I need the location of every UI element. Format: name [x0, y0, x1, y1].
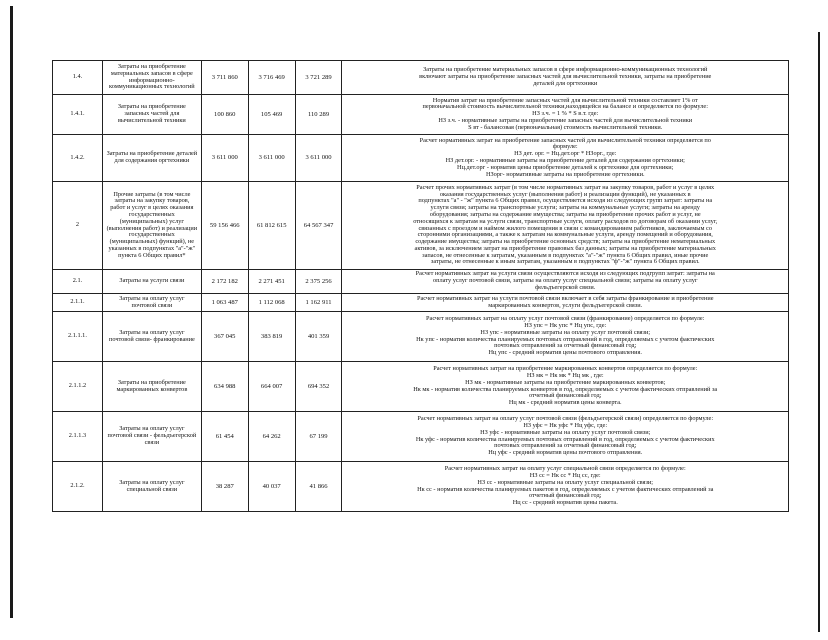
row-name: Прочие затраты (в том числе затраты на закупку товаров, работ и услуг в целях оказания государственных (муниципальных) услуг (выполнения работ) и реализации государственных (муниципальных) функций), не указанных в подпунктах "а"-"ж" пункта 6 Общих правил*	[102, 182, 201, 270]
value-year-1: 634 988	[201, 362, 248, 412]
row-name: Затраты на услуги связи	[102, 270, 201, 294]
value-year-1: 100 860	[201, 95, 248, 135]
cost-norms-table	[52, 60, 789, 512]
table-row	[53, 270, 789, 294]
row-number: 2.1.2.	[53, 462, 103, 512]
table-body	[53, 61, 789, 512]
row-description: Расчет нормативных затрат на оплату услуг почтовой связи (франкирование) определяется по формуле: НЗ упс = Нк упс * Нц упс, где: НЗ упс - нормативные затраты на оплату услуг почтовой связи; Нк упс - норматив количества планируемых почтовых отправлений в год, определяемых с учетом фактических почтовых отправлений за отчетный финансовый год; Нц упс - средний норматив цены почтового отправления.	[342, 312, 789, 362]
row-description: Расчет нормативных затрат на оплату услуг специальной связи определяется по формуле: НЗ сс = Нк сс * Нц сс, где: НЗ сс - нормативные затраты на оплату услуг специальной связи; Нк сс - норматив количества планируемых пакетов в год, определяемых с учетом фактических отправлений за отчетный финансовый год; Нц сс - средний норматив цены пакета.	[342, 462, 789, 512]
row-description: Норматив затрат на приобретение запасных частей для вычислительной техники составляет 1% от первоначальной стоимость вычислительной техники,находящейся на балансе и определяется по формуле: НЗ з.ч. = 1 % * S в.т. где: НЗ з.ч. - нормативные затраты на приобретение запасных частей для вычислительной техники S вт - балансовая (первоначальная) стоимость вычислительной техники.	[342, 95, 789, 135]
row-name: Затраты на оплату услуг почтовой связи	[102, 294, 201, 312]
table-row	[53, 412, 789, 462]
table-row	[53, 362, 789, 412]
row-number: 2.1.1.2	[53, 362, 103, 412]
value-year-2: 3 611 000	[248, 135, 295, 182]
value-year-1: 61 454	[201, 412, 248, 462]
row-description: Затраты на приобретение материальных запасов в сфере информационно-коммуникационных технологий включают затраты на приобретение запасных частей для вычислительной техники, затраты на приобретение деталей для оргтехники	[342, 61, 789, 95]
row-number: 1.4.2.	[53, 135, 103, 182]
value-year-2: 664 007	[248, 362, 295, 412]
row-name: Затраты на приобретение деталей для содержания оргтехники	[102, 135, 201, 182]
row-name: Затраты на приобретение маркированных конвертов	[102, 362, 201, 412]
table-row	[53, 135, 789, 182]
row-name: Затраты на оплату услуг почтовой связи - фельдъегерской связи	[102, 412, 201, 462]
row-description: Расчет нормативных затрат на приобретение запасных частей для вычислительной техники определяется по формуле: НЗ дет. орг. = Нц.дет.орг * НЗорг., где: НЗ дет.орг. - нормативные затраты на приобретение деталей для содержания оргтехники; Нц.дет.орг - норматив цены приобретение деталей к оргтехнике для оргтехники; НЗорг- нормативные затраты на приобретение оргтехники.	[342, 135, 789, 182]
row-number: 1.4.1.	[53, 95, 103, 135]
value-year-3: 1 162 911	[295, 294, 342, 312]
row-name: Затраты на оплату услуг почтовой связи- франкирование	[102, 312, 201, 362]
value-year-2: 3 716 469	[248, 61, 295, 95]
value-year-2: 1 112 068	[248, 294, 295, 312]
scan-right-edge	[818, 32, 820, 632]
value-year-2: 64 262	[248, 412, 295, 462]
value-year-1: 2 172 182	[201, 270, 248, 294]
value-year-1: 38 287	[201, 462, 248, 512]
value-year-3: 694 352	[295, 362, 342, 412]
value-year-3: 401 359	[295, 312, 342, 362]
value-year-3: 67 199	[295, 412, 342, 462]
value-year-2: 383 819	[248, 312, 295, 362]
value-year-3: 2 375 256	[295, 270, 342, 294]
value-year-2: 105 469	[248, 95, 295, 135]
value-year-3: 3 721 289	[295, 61, 342, 95]
scan-left-edge	[10, 6, 13, 618]
table-row	[53, 95, 789, 135]
table-row	[53, 312, 789, 362]
row-number: 2	[53, 182, 103, 270]
row-number: 2.1.1.	[53, 294, 103, 312]
value-year-1: 3 711 860	[201, 61, 248, 95]
value-year-1: 3 611 000	[201, 135, 248, 182]
row-name: Затраты на приобретение материальных запасов в сфере информационно- коммуникационных технологий	[102, 61, 201, 95]
table-row	[53, 61, 789, 95]
row-description: Расчет нормативных затрат на услуги связи осуществляются исходя из следующих подгрупп затрат: затраты на оплату услуг почтовой связи, затраты на оплату услуг специальной связи; затраты на оплату услуг фельдъегерской связи.	[342, 270, 789, 294]
row-description: Расчет нормативных затрат на оплату услуг почтовой связи (фельдъегерской связи) определяется по формуле: НЗ уфс = Нк уфс * Нц уфс, где: НЗ уфс - нормативные затраты на оплату услуг почтовой связи; Нк уфс - норматив количества планируемых почтовых отправлений в год, определяемых с учетом фактических почтовых отправлений за отчетный финансовый год; Нц уфс - средний норматив цены почтового отправления.	[342, 412, 789, 462]
table-row	[53, 182, 789, 270]
row-number: 1.4.	[53, 61, 103, 95]
row-number: 2.1.	[53, 270, 103, 294]
table-row	[53, 294, 789, 312]
value-year-2: 61 812 615	[248, 182, 295, 270]
value-year-1: 1 063 487	[201, 294, 248, 312]
row-description: Расчет нормативных затрат на услуги почтовой связи включает в себя затраты франкирование и приобретение маркированных конвертов, услуги фельдъегерской связи.	[342, 294, 789, 312]
value-year-3: 110 289	[295, 95, 342, 135]
value-year-1: 59 156 466	[201, 182, 248, 270]
table-row	[53, 462, 789, 512]
value-year-2: 40 037	[248, 462, 295, 512]
row-description: Расчет нормативных затрат на приобретение маркированных конвертов определяется по формуле: НЗ мк = Нк мк * Нц мк , где: НЗ мк - нормативные затраты на приобретение маркированных конвертов; Нк мк - норматив количества планируемых конвертов в год, определяемых с учетом фактических отправлений за отчетный финансовый год; Нц мк - средний норматив цены конверта.	[342, 362, 789, 412]
row-name: Затраты на приобретение запасных частей для вычислительной техники	[102, 95, 201, 135]
value-year-3: 41 866	[295, 462, 342, 512]
value-year-1: 367 045	[201, 312, 248, 362]
row-description: Расчет прочих нормативных затрат (в том числе нормативных затрат на закупку товаров, работ и услуг в целях оказания государственных услуг (выполнения работ) и реализации функций), не указанных в подпунктах "а" - "ж" пункта 6 Общих правил, осуществляется исходя из следующих групп затрат: затраты на услуги связи; затраты на транспортные услуги; затраты на коммунальные услуги; затраты на аренду оборудования; затраты на содержание имущества; затраты на приобретение прочих работ и услуг, не относящихся к затратам на услуги связи, транспортные услуги, оплату расходов по договорам об оказании услуг, связанных с проездом и наймом жилого помещения в связи с командированием работников, заключаемым со сторонними организациями, а также к затратам на коммунальные услуги, аренду помещений и оборудования, содержание имущества; затраты на приобретение основных средств; затраты на приобретение нематериальных активов, за исключением затрат на приобретение правовых баз данных; затраты на приобретение материальных запасов, не отнесенные к затратам, указанным в подпунктах "а"-"ж" пункта 6 Общих правил, иные прочие затраты, не отнесенные к иным затратам, указанным в подпунктах "ф"-"ж" пункта 6 Общих правил.	[342, 182, 789, 270]
row-number: 2.1.1.3	[53, 412, 103, 462]
value-year-3: 64 567 347	[295, 182, 342, 270]
value-year-3: 3 611 000	[295, 135, 342, 182]
value-year-2: 2 271 451	[248, 270, 295, 294]
row-number: 2.1.1.1.	[53, 312, 103, 362]
row-name: Затраты на оплату услуг специальной связи	[102, 462, 201, 512]
